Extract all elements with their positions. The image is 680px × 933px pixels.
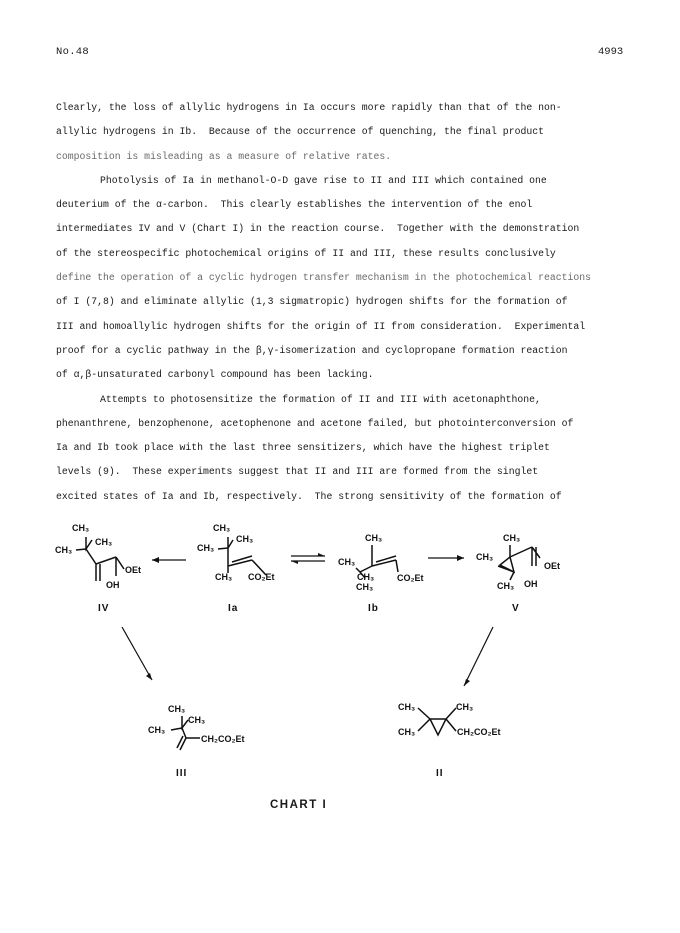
text-line: allylic hydrogens in Ib. Because of the occurrence of quenching, the final product xyxy=(56,126,544,138)
text-line: levels (9). These experiments suggest that II and III are formed from the singlet xyxy=(56,466,539,478)
text-line: composition is misleading as a measure of relative rates. xyxy=(56,150,392,162)
group-label: OEt xyxy=(544,561,561,571)
text-line: proof for a cyclic pathway in the β,γ-isomerization and cyclopropane formation reaction xyxy=(56,344,568,356)
group-label: CH₃ xyxy=(168,704,186,714)
group-label: CH₃ xyxy=(398,702,416,712)
text-line: excited states of Ia and Ib, respectively. The strong sensitivity of the formation of xyxy=(56,490,562,502)
group-label: CH₃ xyxy=(398,727,416,737)
group-label: OH xyxy=(524,579,538,589)
compound-label-Ia: Ia xyxy=(228,603,239,614)
compound-label-Ib: Ib xyxy=(368,603,379,614)
group-label: CH₃ xyxy=(188,715,206,725)
text-line: of I (7,8) and eliminate allylic (1,3 sigmatropic) hydrogen shifts for the formation of xyxy=(56,296,568,308)
chart-caption: CHART I xyxy=(270,799,328,811)
compound-label-IV: IV xyxy=(98,603,110,614)
group-label: CH₃ xyxy=(356,582,374,592)
structure-Ia xyxy=(197,523,275,614)
text-line: Attempts to photosensitize the formation of II and III with acetonaphthone, xyxy=(100,393,541,405)
group-label: CH₃ xyxy=(72,523,90,533)
group-label: CH₃ xyxy=(148,725,166,735)
structure-Ib xyxy=(338,533,424,614)
group-label: CH₃ xyxy=(213,523,231,533)
group-label: CH₃ xyxy=(503,533,521,543)
group-label: CO₂Et xyxy=(248,572,275,582)
structure-II xyxy=(398,702,501,779)
compound-label-II: II xyxy=(436,768,444,779)
group-label: OEt xyxy=(125,565,142,575)
text-line: Ia and Ib took place with the last three sensitizers, which have the highest triplet xyxy=(56,442,550,454)
reaction-chart xyxy=(0,500,680,840)
text-line: of α,β-unsaturated carbonyl compound has been lacking. xyxy=(56,369,374,381)
text-line: deuterium of the α-carbon. This clearly establishes the intervention of the enol xyxy=(56,199,533,211)
compound-label-III: III xyxy=(176,768,188,779)
body-text xyxy=(56,96,616,509)
group-label: CH₃ xyxy=(338,557,356,567)
text-line: III and homoallylic hydrogen shifts for the origin of II from consideration. Experimental xyxy=(56,320,586,332)
group-label: CH₃ xyxy=(456,702,474,712)
page-number: 4993 xyxy=(598,46,624,58)
text-line: of the stereospecific photochemical origins of II and III, these results conclusively xyxy=(56,247,556,259)
group-label: CH₃ xyxy=(497,581,515,591)
text-line: define the operation of a cyclic hydrogen transfer mechanism in the photochemical reactions xyxy=(56,272,591,284)
group-label: CH₃ xyxy=(476,552,494,562)
group-label: CH₂CO₂Et xyxy=(457,727,501,737)
group-label: CH₃ xyxy=(236,534,254,544)
text-line: Clearly, the loss of allylic hydrogens in Ia occurs more rapidly than that of the non- xyxy=(56,102,562,113)
group-label: CH₃ xyxy=(95,537,113,547)
group-label: CO₂Et xyxy=(397,573,424,583)
group-label: CH₃ xyxy=(197,543,215,553)
text-line: Photolysis of Ia in methanol-O-D gave rise to II and III which contained one xyxy=(100,174,547,186)
group-label: CH₃ xyxy=(357,572,375,582)
group-label: CH₃ xyxy=(215,572,233,582)
compound-label-V: V xyxy=(512,603,520,614)
structure-IV xyxy=(55,523,141,614)
group-label: CH₃ xyxy=(365,533,383,543)
group-label: OH xyxy=(106,580,120,590)
text-line: intermediates IV and V (Chart I) in the reaction course. Together with the demonstration xyxy=(56,223,580,235)
structure-V xyxy=(476,533,560,614)
page-issue-number: No.48 xyxy=(56,46,90,58)
group-label: CH₂CO₂Et xyxy=(201,734,245,744)
structure-III xyxy=(148,704,245,779)
text-line: phenanthrene, benzophenone, acetophenone and acetone failed, but photointerconversion of xyxy=(56,417,574,429)
group-label: CH₃ xyxy=(55,545,73,555)
